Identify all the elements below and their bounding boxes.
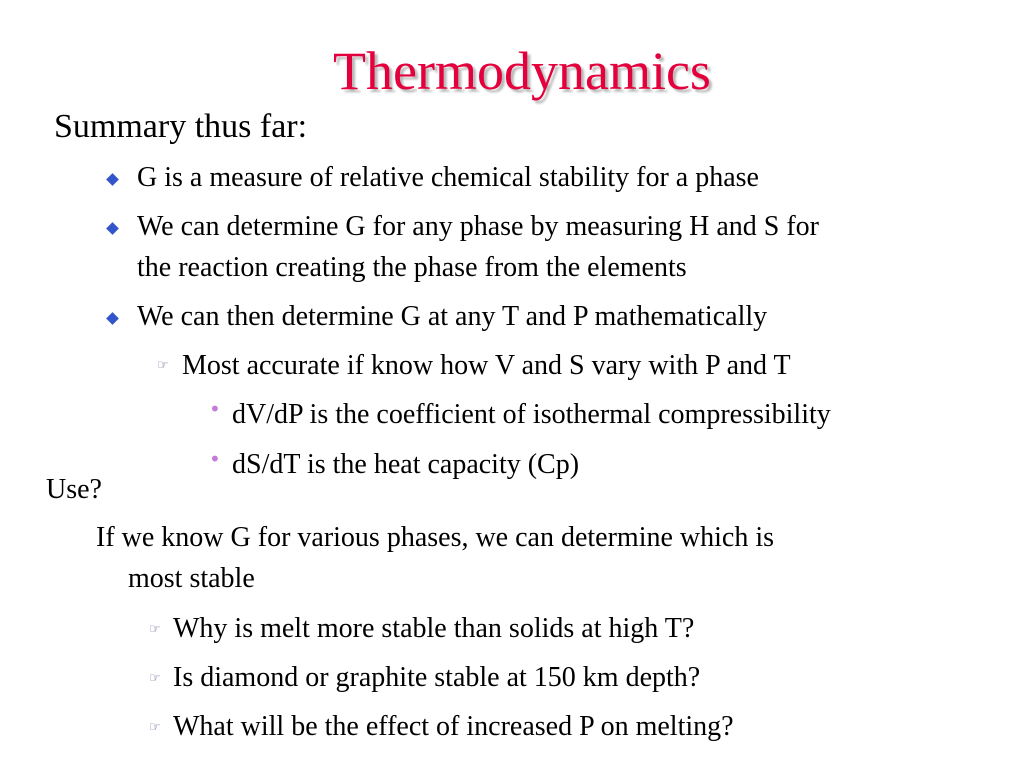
subsub-bullet-text: dV/dP is the coefficient of isothermal compressibility	[232, 399, 831, 430]
dot-bullet-icon: •	[209, 397, 221, 421]
paragraph-text-continued: most stable	[128, 563, 255, 594]
bullet-text: G is a measure of relative chemical stability for a phase	[137, 162, 759, 193]
diamond-bullet-icon	[106, 312, 119, 325]
pointing-hand-icon: ☞	[149, 671, 161, 686]
sub-bullet-text: Most accurate if know how V and S vary with P and T	[182, 350, 791, 381]
bullet-text: We can determine G for any phase by measuring H and S for	[137, 211, 819, 242]
section-heading-summary: Summary thus far:	[54, 108, 308, 145]
subsub-bullet-text: dS/dT is the heat capacity (Cp)	[232, 449, 580, 480]
question-text: Is diamond or graphite stable at 150 km depth?	[173, 662, 701, 693]
diamond-bullet-icon	[106, 173, 119, 186]
question-text: Why is melt more stable than solids at high T?	[173, 613, 695, 644]
bullet-text-continued: the reaction creating the phase from the elements	[137, 252, 687, 283]
dot-bullet-icon: •	[209, 447, 221, 471]
pointing-hand-icon: ☞	[157, 358, 169, 373]
pointing-hand-icon: ☞	[149, 720, 161, 735]
diamond-bullet-icon	[106, 222, 119, 235]
paragraph-text: If we know G for various phases, we can determine which is	[96, 522, 775, 553]
pointing-hand-icon: ☞	[149, 622, 161, 637]
question-text: What will be the effect of increased P on melting?	[173, 711, 734, 742]
slide-title: Thermodynamics	[333, 41, 711, 101]
section-heading-use: Use?	[46, 474, 102, 505]
bullet-text: We can then determine G at any T and P mathematically	[137, 301, 768, 332]
